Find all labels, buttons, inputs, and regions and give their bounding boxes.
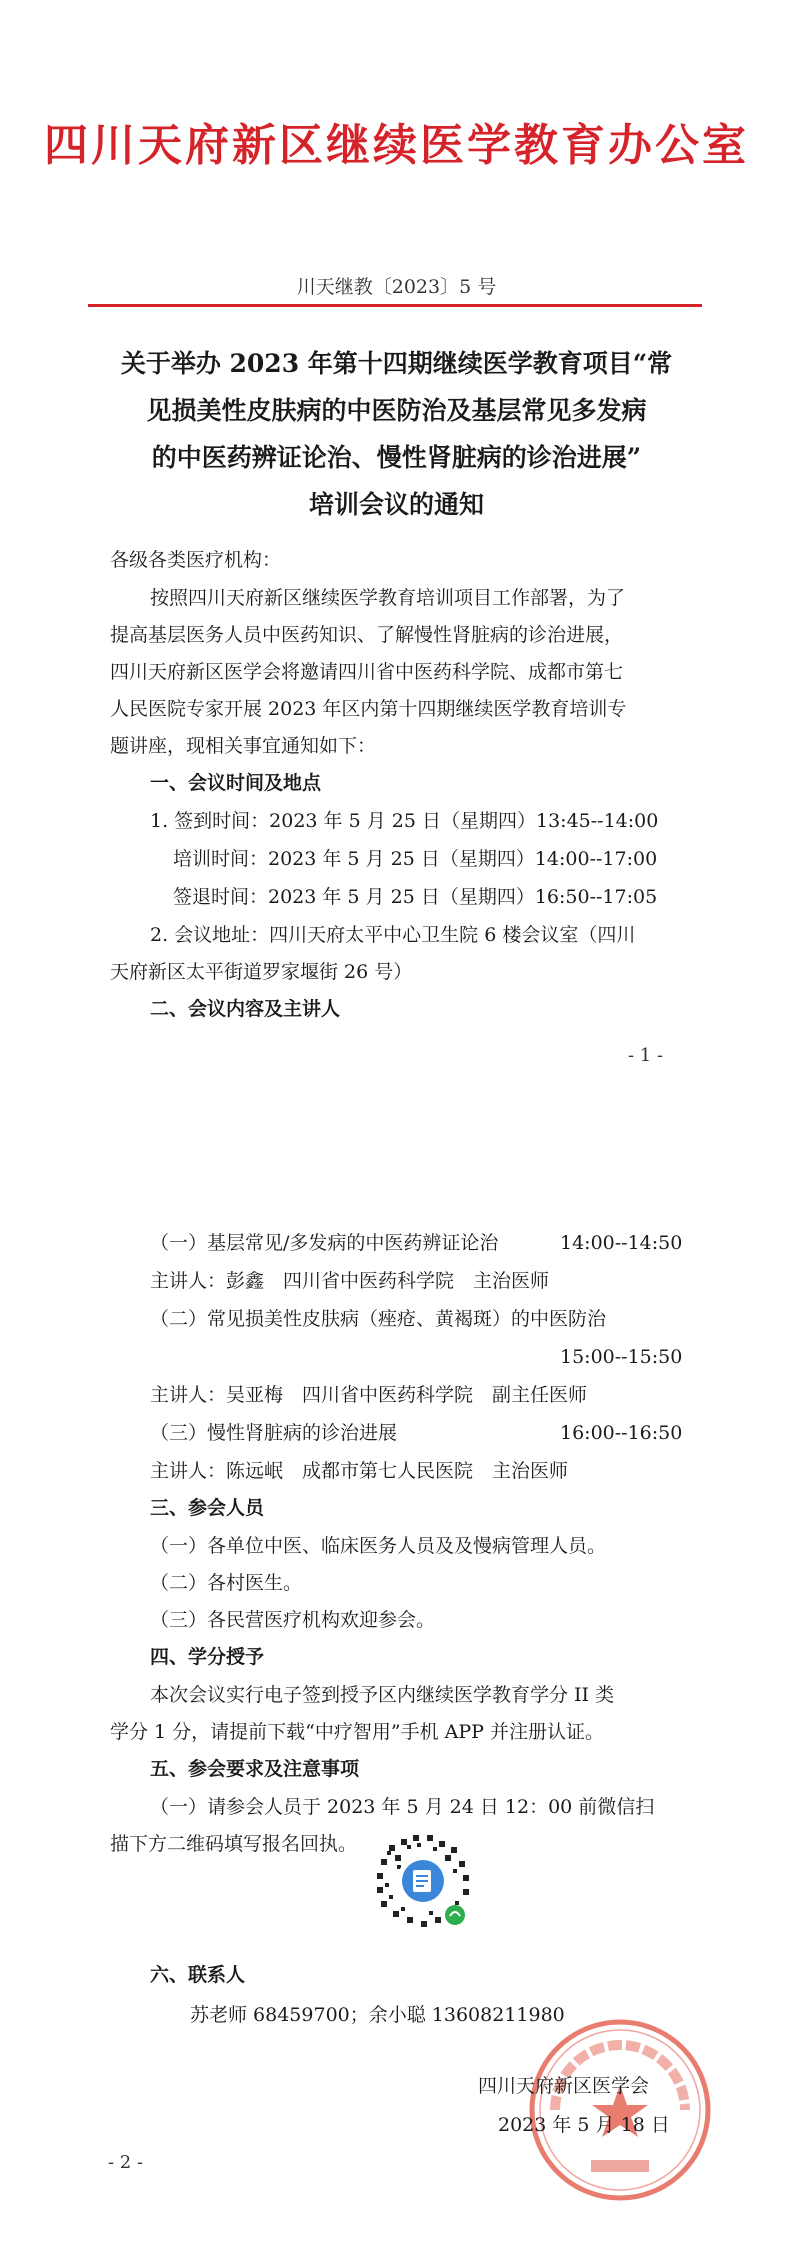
venue-address-cont: 天府新区太平街道罗家堰街 26 号） <box>110 961 413 983</box>
salutation: 各级各类医疗机构： <box>110 549 282 571</box>
section-heading: 三、参会人员 <box>150 1497 265 1519</box>
training-time: 培训时间：2023 年 5 月 25 日（星期四）14:00--17:00 <box>173 848 658 870</box>
page-number: - 2 - <box>108 2152 144 2173</box>
intro-line: 人民医院专家开展 2023 年区内第十四期继续医学教育培训专 <box>110 698 627 720</box>
credit-text: 本次会议实行电子签到授予区内继续医学教育学分 II 类 <box>150 1684 615 1706</box>
topic-time: 14:00--14:50 <box>560 1232 683 1254</box>
notice-title-line-2: 见损美性皮肤病的中医防治及基层常见多发病 <box>146 396 647 425</box>
intro-line: 按照四川天府新区继续医学教育培训项目工作部署，为了 <box>150 587 626 609</box>
official-seal <box>525 2015 715 2205</box>
requirement-text: 描下方二维码填写报名回执。 <box>110 1833 358 1855</box>
intro-line: 题讲座，现相关事宜通知如下： <box>110 735 377 757</box>
document-number: 川天继教〔2023〕5 号 <box>296 276 497 298</box>
org-title: 四川天府新区继续医学教育办公室 <box>44 120 749 171</box>
page-number: - 1 - <box>628 1045 664 1066</box>
topic-speaker: 主讲人：陈远岷 成都市第七人民医院 主治医师 <box>150 1460 569 1482</box>
intro-line: 提高基层医务人员中医药知识、了解慢性肾脏病的诊治进展， <box>110 624 624 646</box>
section-heading: 六、联系人 <box>150 1964 246 1986</box>
section-heading: 四、学分授予 <box>150 1646 265 1668</box>
intro-line: 四川天府新区医学会将邀请四川省中医药科学院、成都市第七 <box>110 661 624 683</box>
topic-time: 15:00--15:50 <box>560 1346 683 1368</box>
topic-speaker: 主讲人：彭鑫 四川省中医药科学院 主治医师 <box>150 1270 550 1292</box>
topic-title: （二）常见损美性皮肤病（痤疮、黄褐斑）的中医防治 <box>150 1308 607 1330</box>
contacts: 苏老师 68459700；余小聪 13608211980 <box>190 2004 565 2026</box>
section-heading: 五、参会要求及注意事项 <box>150 1758 360 1780</box>
credit-text: 学分 1 分，请提前下载“中疗智用”手机 APP 并注册认证。 <box>110 1721 604 1743</box>
signature-organization: 四川天府新区医学会 <box>478 2075 650 2097</box>
notice-title-line-4: 培训会议的通知 <box>308 490 484 519</box>
attendee-item: （一）各单位中医、临床医务人员及及慢病管理人员。 <box>150 1535 607 1557</box>
attendee-item: （二）各村医生。 <box>150 1572 303 1594</box>
qr-code[interactable] <box>367 1825 479 1937</box>
topic-title: （三）慢性肾脏病的诊治进展 <box>150 1422 398 1444</box>
section-heading: 一、会议时间及地点 <box>150 772 322 794</box>
red-divider <box>88 304 702 307</box>
sign-out-time: 签退时间：2023 年 5 月 25 日（星期四）16:50--17:05 <box>173 886 658 908</box>
topic-title: （一）基层常见/多发病的中医药辨证论治 <box>150 1232 499 1254</box>
topic-time: 16:00--16:50 <box>560 1422 683 1444</box>
topic-speaker: 主讲人：吴亚梅 四川省中医药科学院 副主任医师 <box>150 1384 588 1406</box>
notice-title-line-1: 关于举办 2023 年第十四期继续医学教育项目“常 <box>120 349 673 378</box>
sign-in-time: 1. 签到时间：2023 年 5 月 25 日（星期四）13:45--14:00 <box>150 810 659 832</box>
signature-date: 2023 年 5 月 18 日 <box>498 2114 670 2136</box>
venue-address: 2. 会议地址：四川天府太平中心卫生院 6 楼会议室（四川 <box>150 924 636 946</box>
attendee-item: （三）各民营医疗机构欢迎参会。 <box>150 1609 436 1631</box>
notice-title-line-3: 的中医药辨证论治、慢性肾脏病的诊治进展” <box>151 443 642 472</box>
requirement-text: （一）请参会人员于 2023 年 5 月 24 日 12：00 前微信扫 <box>150 1796 655 1818</box>
section-heading: 二、会议内容及主讲人 <box>150 998 341 1020</box>
